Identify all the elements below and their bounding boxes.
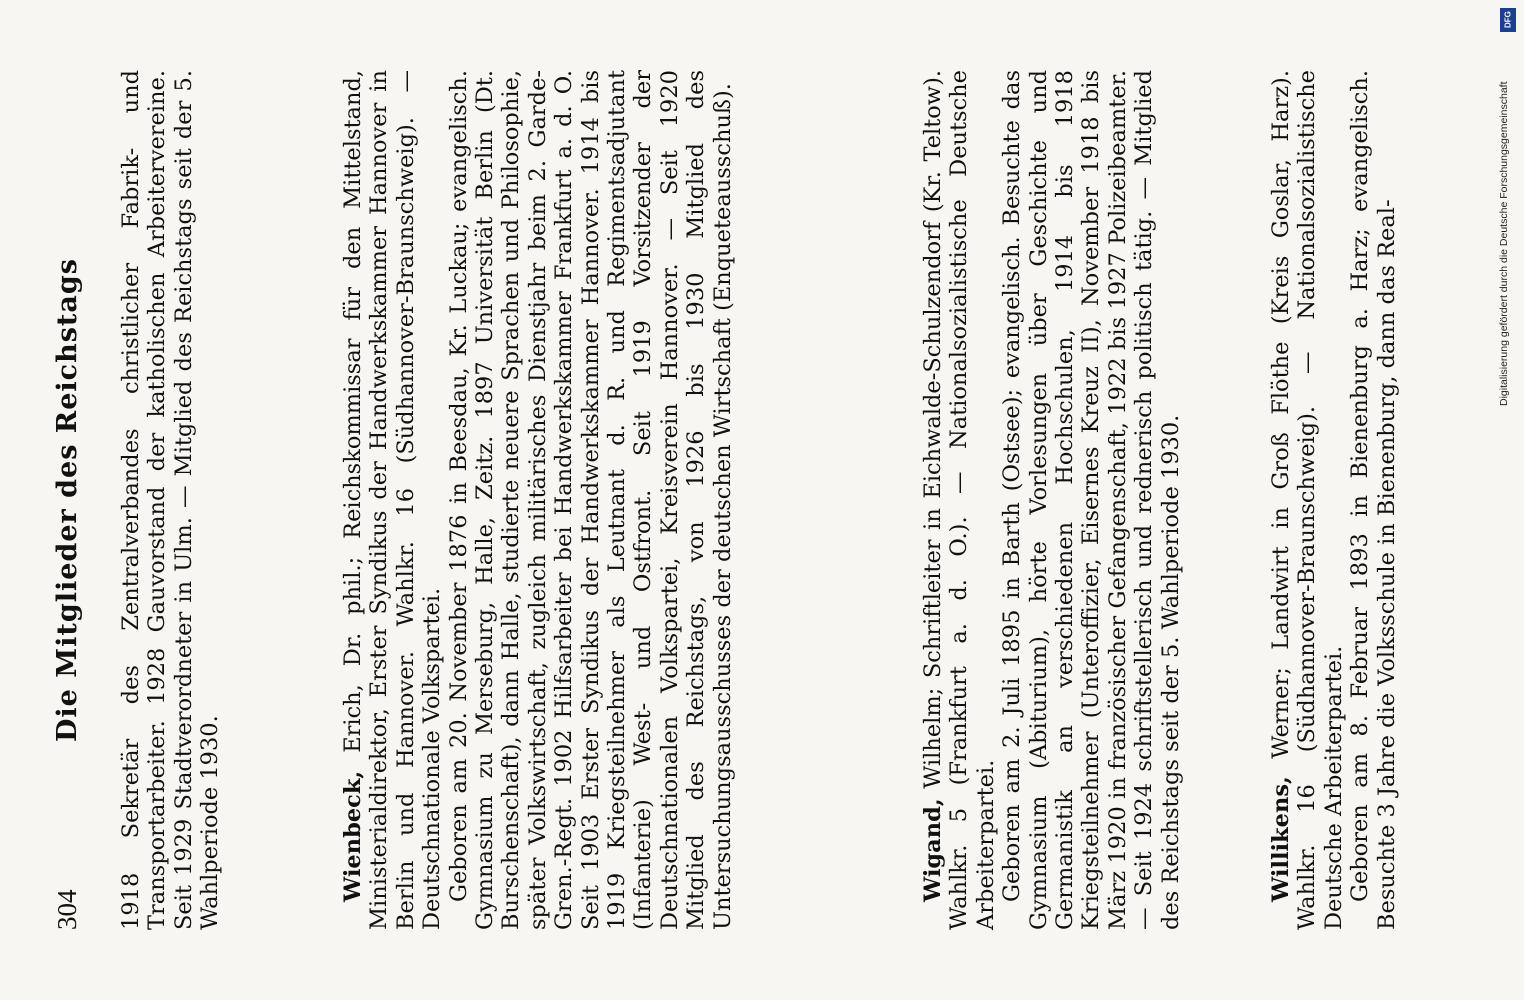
entry-paragraph: Geboren am 2. Juli 1895 in Barth (Ostsee); evangelisch. Besuchte das Gymnasium (Abiturium), hörte Vorlesungen über Geschichte und Germanistik an verschiedenen Hochschulen, 1914 bis 1918 Kriegsteilnehmer (Unteroffizier, Eisernes Kreuz II), November 1918 bis März 1920 in französischer Gefangenschaft, 1922 bis 1927 Polizeibeamter. — Seit 1924 schriftstellerisch und rednerisch politisch tätig. — Mitglied des Reichstags seit der 5. Wahlperiode 1930. [999, 70, 1184, 930]
entry-name: Wienbeck, [340, 770, 366, 902]
entry-name: Wigand, [920, 798, 946, 902]
entry-willikens [1268, 70, 1400, 930]
dfg-watermark [1498, 6, 1520, 406]
entry-wigand [920, 70, 1184, 930]
entry-continuation [118, 70, 224, 930]
entry-intro-text: Wilhelm; Schriftleiter in Eichwalde-Schulzendorf (Kr. Teltow). Wahlkr. 5 (Frankfurt a. d. O.). — Nationalsozialistische Deutsche Arbeiterpartei. [920, 70, 999, 930]
entry-intro-text: Werner; Landwirt in Groß Flöthe (Kreis Goslar, Harz). Wahlkr. 16 (Südhannover-Braunschweig). — Nationalsozialistische Deutsche Arbeiterpartei. [1268, 70, 1347, 930]
rotated-page [40, 0, 1430, 1000]
entry-intro [1268, 70, 1347, 930]
entry-name: Willikens, [1268, 776, 1294, 902]
page-number: 304 [52, 889, 82, 930]
running-head [52, 70, 88, 930]
dfg-logo: DFG [1500, 8, 1516, 32]
entry-intro-text: Erich, Dr. phil.; Reichskommissar für den Mittelstand, Ministerialdirektor, Erster Syndikus der Handwerkskammer Hannover in Berlin und Hannover. Wahlkr. 16 (Südhannover-Braunschweig). — Deutschnationale Volkspartei. [340, 70, 446, 930]
entry-paragraph: Geboren am 8. Februar 1893 in Bienenburg a. Harz; evangelisch. Besuchte 3 Jahre die Volksschule in Bienenburg, dann das Real- [1347, 70, 1400, 930]
entry-intro [920, 70, 999, 930]
page-title: Die Mitglieder des Reichstags [52, 258, 83, 742]
entry-intro [340, 70, 446, 930]
dfg-credit-text: Digitalisierung gefördert durch die Deutsche Forschungsgemeinschaft [1498, 81, 1510, 406]
entry-paragraph: Geboren am 20. November 1876 in Beesdau, Kr. Luckau; evangelisch. Gymnasium zu Merseburg, Halle, Zeitz. 1897 Universität Berlin (Dt. Burschenschaft), dann Halle, studierte neuere Sprachen und Philosophie, später Volkswirtschaft, zugleich militärisches Dienstjahr beim 2. Garde-Gren.-Regt. 1902 Hilfsarbeiter bei Handwerkskammer Frankfurt a. d. O. Seit 1903 Erster Syndikus der Handwerkskammer Hannover. 1914 bis 1919 Kriegsteilnehmer als Leutnant d. R. und Regimentsadjutant (Infanterie) West- und Ostfront. Seit 1919 Vorsitzender der Deutschnationalen Volkspartei, Kreisverein Hannover. — Seit 1920 Mitglied des Reichstags, von 1926 bis 1930 Mitglied des Untersuchungsausschusses der deutschen Wirtschaft (Enqueteausschuß). [445, 70, 736, 930]
entry-wienbeck [340, 70, 736, 930]
entry-paragraph: 1918 Sekretär des Zentralverbandes christlicher Fabrik- und Transportarbeiter. 1928 Gauvorstand der katholischen Arbeitervereine. Seit 1929 Stadtverordneter in Ulm. — Mitglied des Reichstags seit der 5. Wahlperiode 1930. [118, 70, 224, 930]
